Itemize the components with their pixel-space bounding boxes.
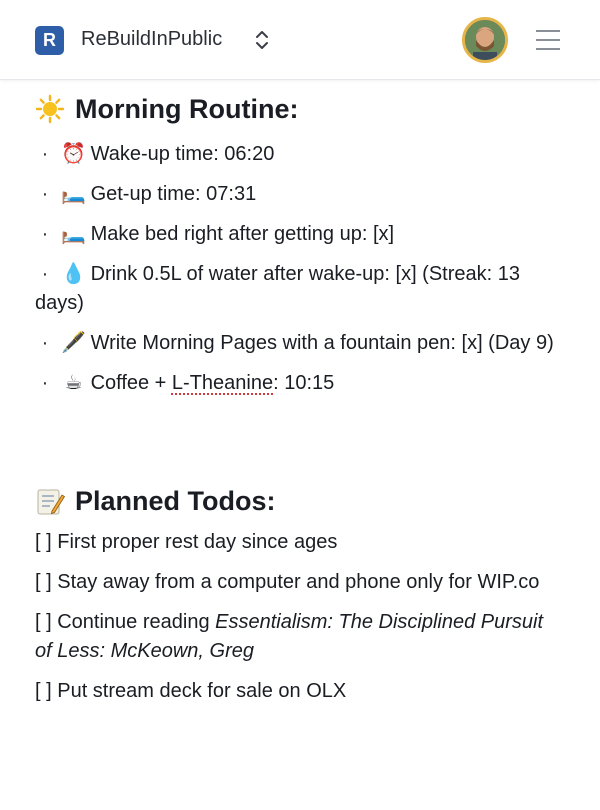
todo-item: [ ] Put stream deck for sale on OLX (35, 680, 347, 702)
bullet: · (41, 372, 49, 394)
project-name[interactable]: ReBuildInPublic (81, 28, 223, 50)
list-item (35, 140, 565, 169)
misspelled-word[interactable]: L-Theanine (171, 372, 274, 394)
book-title: Essentialism: The Disciplined Pursuit of Less: McKeown, Greg (35, 611, 544, 662)
list-item (35, 329, 565, 358)
todo-item: [ ] First proper rest day since ages (35, 531, 338, 553)
bullet: · (41, 332, 49, 354)
memo-icon (35, 486, 65, 516)
todo-item (35, 608, 565, 666)
avatar[interactable] (462, 17, 508, 63)
bullet: · (41, 183, 49, 205)
list-item (35, 260, 565, 318)
section-heading-label: Planned Todos: (75, 486, 276, 516)
bed-icon: 🛏️ (61, 223, 87, 245)
coffee-icon: ☕ (64, 372, 83, 394)
bullet: · (41, 143, 49, 165)
list-item-text: Write Morning Pages with a fountain pen: [x] (Day 9) (90, 332, 554, 354)
hamburger-menu-icon[interactable] (534, 27, 562, 53)
alarm-clock-icon: ⏰ (61, 143, 87, 165)
section-heading-planned-todos (35, 480, 565, 522)
section-heading-morning-routine (35, 88, 565, 130)
list-item (35, 369, 565, 398)
list-item-text: Make bed right after getting up: [x] (90, 223, 395, 245)
bed-icon: 🛏️ (61, 183, 87, 205)
section-heading-label: Morning Routine: (75, 94, 299, 124)
bullet: · (41, 263, 49, 285)
droplet-icon: 💧 (61, 263, 87, 285)
todo-item-text: [ ] Continue reading (35, 611, 216, 633)
avatar-image (465, 20, 505, 60)
project-logo[interactable]: R (35, 26, 64, 55)
todo-item: [ ] Stay away from a computer and phone only for WIP.co (35, 571, 540, 593)
list-item (35, 180, 565, 209)
sun-icon (35, 94, 65, 124)
list-item-text: Coffee + (90, 372, 172, 394)
list-item-text: Drink 0.5L of water after wake-up: [x] (Streak: 13 days) (35, 263, 521, 314)
list-item-text: Wake-up time: 06:20 (90, 143, 275, 165)
morning-routine-list (35, 140, 565, 398)
todo-list (35, 528, 565, 706)
fountain-pen-icon: 🖋️ (61, 332, 87, 354)
chevron-up-down-icon[interactable] (250, 27, 274, 53)
list-item (35, 220, 565, 249)
list-item-text: : 10:15 (273, 372, 335, 394)
post-content (35, 88, 565, 717)
bullet: · (41, 223, 49, 245)
list-item-text: Get-up time: 07:31 (90, 183, 257, 205)
top-bar (0, 0, 600, 80)
